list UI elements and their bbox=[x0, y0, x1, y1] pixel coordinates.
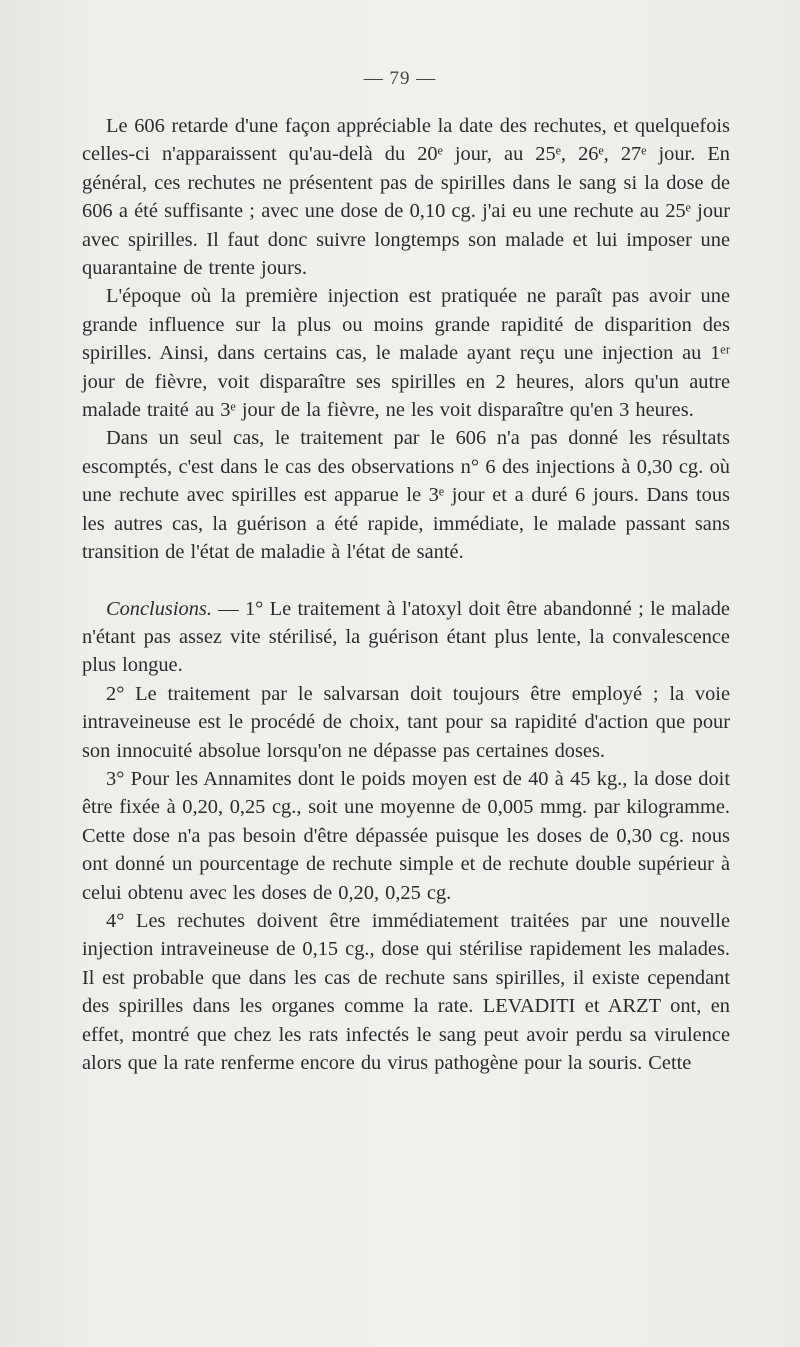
conclusion-2: 2° Le traitement par le salvarsan doit toujours être employé ; la voie intraveineuse est le procédé de choix, tant pour sa rapidité d'action que pour son innocuité absolue lorsqu'on ne dépasse pas certaines doses. bbox=[82, 682, 730, 762]
paragraph-3: Dans un seul cas, le traitement par le 606 n'a pas donné les résultats escomptés, c'est dans le cas des observations n° 6 des injections à 0,30 cg. où une rechute avec spirilles est apparue le 3ᵉ jour et a duré 6 jours. Dans tous les autres cas, la guérison a été rapide, immédiate, le malade passant sans transition de l'état de maladie à l'état de santé. bbox=[82, 427, 730, 564]
page-body bbox=[82, 112, 730, 1077]
conclusion-3: 3° Pour les Annamites dont le poids moyen est de 40 à 45 kg., la dose doit être fixée à 0,20, 0,25 cg., soit une moyenne de 0,005 mmg. par kilogramme. Cette dose n'a pas besoin d'être dépassée puisque les doses de 0,30 cg. nous ont donné un pourcentage de rechute simple et de rechute double supérieur à celui obtenu avec les doses de 0,20, 0,25 cg. bbox=[82, 767, 730, 904]
paragraph-2: L'époque où la première injection est pratiquée ne paraît pas avoir une grande influence sur la plus ou moins grande rapidité de disparition des spirilles. Ainsi, dans certains cas, le malade ayant reçu une injection au 1ᵉʳ jour de fièvre, voit disparaître ses spirilles en 2 heures, alors qu'un autre malade traité au 3ᵉ jour de la fièvre, ne les voit disparaître qu'en 3 heures. bbox=[82, 285, 730, 422]
conclusions-label: Conclusions. bbox=[106, 597, 212, 620]
page-number: — 79 — bbox=[363, 68, 437, 89]
paragraph-1: Le 606 retarde d'une façon appréciable la date des rechutes, et quelquefois celles-ci n'apparaissent qu'au-delà du 20ᵉ jour, au 25ᵉ, 26ᵉ, 27ᵉ jour. En général, ces rechutes ne présentent pas de spirilles dans le sang si la dose de 606 a été suffisante ; avec une dose de 0,10 cg. j'ai eu une rechute au 25ᵉ jour avec spirilles. Il faut donc suivre longtemps son malade et lui imposer une quarantaine de trente jours. bbox=[82, 115, 730, 280]
conclusions-paragraph bbox=[82, 595, 730, 680]
conclusion-4: 4° Les rechutes doivent être immédiatement traitées par une nouvelle injection intraveineuse de 0,15 cg., dose qui stérilise rapidement les malades. Il est probable que dans les cas de rechute sans spirilles, il existe cependant des spirilles dans les organes comme la rate. LEVADITI et ARZT ont, en effet, montré que chez les rats infectés le sang peut avoir perdu sa virulence alors que la rate renferme encore du virus pathogène pour la souris. Cette bbox=[82, 909, 730, 1074]
conclusion-1: — 1° Le traitement à l'atoxyl doit être abandonné ; le malade n'étant pas assez vite stérilisé, la guérison étant plus lente, la convalescence plus longue. bbox=[82, 597, 730, 677]
